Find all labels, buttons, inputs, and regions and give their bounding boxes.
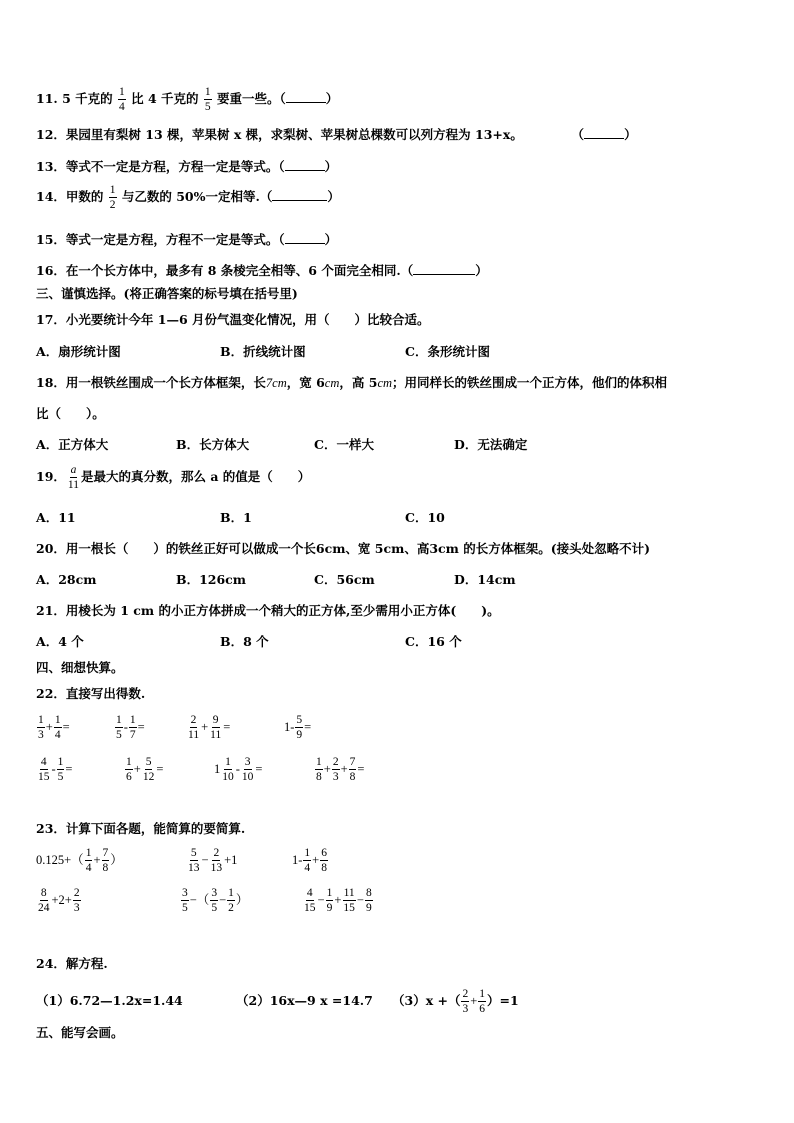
fraction: $\frac{3}{5}$: [211, 887, 218, 915]
option-d[interactable]: D．14cm: [454, 572, 516, 587]
answer-blank[interactable]: [584, 126, 624, 139]
option-c[interactable]: C．10: [405, 510, 445, 525]
section-heading-5: 五、能写会画。: [36, 1025, 124, 1040]
option-c[interactable]: C．条形统计图: [405, 344, 490, 359]
equation-2: （2）16x—9 x =14.7: [236, 993, 373, 1008]
fraction: $\frac{1}{3}$: [38, 714, 44, 742]
section-heading-4: 四、细想快算。: [36, 660, 124, 675]
option-b[interactable]: B．折线统计图: [220, 344, 306, 359]
calc-expression: $\frac{1}{3}$ + $\frac{1}{4}$ =: [38, 714, 70, 742]
option-d[interactable]: D．无法确定: [454, 437, 528, 452]
calc-expression: $\frac{4}{15}$ - $\frac{1}{5}$ =: [38, 756, 73, 784]
question-17: 17．小光要统计今年 1—6 月份气温变化情况，用（ ）比较合适。: [36, 312, 430, 327]
question-22-title: 22．直接写出得数.: [36, 686, 146, 701]
calc-expression: 1 $\frac{1}{10}$ - $\frac{3}{10}$ =: [214, 756, 263, 784]
calc-expression: $\frac{1}{5}$ - $\frac{1}{7}$ =: [116, 714, 145, 742]
option-b[interactable]: B．8 个: [220, 634, 269, 649]
calc-expression: $\frac{1}{6}$ + $\frac{5}{12}$ =: [126, 756, 164, 784]
expression-3: 1- $\frac{1}{4}$ + $\frac{6}{8}$: [292, 847, 327, 875]
fraction: $\frac{8}{9}$: [365, 887, 372, 915]
question-23-title: 23．计算下面各题，能简算的要简算.: [36, 821, 246, 836]
question-21: 21．用棱长为 1 cm 的小正方体拼成一个稍大的正方体,至少需用小正方体( )。: [36, 603, 500, 618]
equation-1: （1）6.72—1.2x=1.44: [36, 993, 183, 1008]
option-a[interactable]: A．扇形统计图: [36, 344, 121, 359]
option-b[interactable]: B．126cm: [176, 572, 246, 587]
expression-6: $\frac{4}{15}$ − $\frac{1}{9}$ + $\frac{11}{15}$ − $\frac{8}{9}$: [304, 887, 372, 915]
equation-3: （3）x +（ $\frac{2}{3}$ + $\frac{1}{6}$ ）=1: [392, 988, 519, 1016]
fraction: $\frac{2}{3}$: [332, 756, 339, 784]
fraction: $\frac{6}{8}$: [321, 847, 327, 875]
calc-expression: 1- $\frac{5}{9}$ =: [284, 714, 312, 742]
fraction: $\frac{1}{5}$: [204, 86, 211, 114]
answer-blank[interactable]: [413, 262, 475, 275]
question-24-title: 24．解方程.: [36, 956, 108, 971]
fraction: $\frac{1}{9}$: [326, 887, 333, 915]
fraction: $\frac{2}{11}$: [188, 714, 200, 742]
fraction: $\frac{1}{7}$: [129, 714, 136, 742]
calc-expression: $\frac{1}{8}$ + $\frac{2}{3}$ + $\frac{7}{8}$ =: [316, 756, 365, 784]
calc-expression: $\frac{2}{11}$ + $\frac{9}{11}$ =: [188, 714, 231, 742]
option-c[interactable]: C．56cm: [314, 572, 375, 587]
option-b[interactable]: B．长方体大: [176, 437, 250, 452]
question-13: 13．等式不一定是方程，方程一定是等式。（ ）: [36, 159, 338, 174]
fraction: $\frac{3}{5}$: [182, 887, 188, 915]
question-18-line2: 比（ ）。: [36, 406, 105, 421]
fraction: $\frac{4}{15}$: [38, 756, 50, 784]
expression-2: $\frac{5}{13}$ − $\frac{2}{13}$ +1: [188, 847, 238, 875]
fraction: $\frac{1}{4}$: [119, 86, 125, 114]
fraction: $\frac{1}{2}$: [228, 887, 234, 915]
expression-5: $\frac{3}{5}$ −（ $\frac{3}{5}$ − $\frac{1}{2}$ ）: [182, 887, 249, 915]
fraction: $\frac{9}{11}$: [210, 714, 222, 742]
question-19: 19． $\frac{a}{11}$ 是最大的真分数，那么 a 的值是（ ）: [36, 464, 311, 492]
answer-blank[interactable]: [285, 231, 325, 244]
fraction: $\frac{2}{13}$: [210, 847, 223, 875]
fraction: $\frac{a}{11}$: [67, 464, 79, 492]
question-12: 12．果园里有梨树 13 棵，苹果树 x 棵，求梨树、苹果树总棵数可以列方程为 13+x。 （ ）: [36, 127, 637, 142]
fraction: $\frac{2}{3}$: [462, 988, 469, 1016]
question-16: 16．在一个长方体中，最多有 8 条棱完全相等、6 个面完全相同.（ ）: [36, 263, 488, 278]
question-15: 15．等式一定是方程，方程不一定是等式。（ ）: [36, 232, 338, 247]
question-14: 14．甲数的 $\frac{1}{2}$ 与乙数的 50%一定相等.（ ）: [36, 184, 340, 212]
fraction: $\frac{7}{8}$: [349, 756, 356, 784]
fraction: $\frac{5}{12}$: [142, 756, 155, 784]
fraction: $\frac{1}{10}$: [222, 756, 234, 784]
fraction: $\frac{1}{4}$: [304, 847, 311, 875]
question-20: 20．用一根长（ ）的铁丝正好可以做成一个长6cm、宽 5cm、高3cm 的长方体框架。(接头处忽略不计): [36, 541, 651, 556]
question-11: 11. 5 千克的 $\frac{1}{4}$ 比 4 千克的 $\frac{1}{5}$ 要重一些。（ ）: [36, 86, 339, 114]
fraction: $\frac{1}{6}$: [479, 988, 486, 1016]
expression-1: 0.125+（ $\frac{1}{4}$ + $\frac{7}{8}$ ）: [36, 847, 123, 875]
option-a[interactable]: A．4 个: [36, 634, 84, 649]
answer-blank[interactable]: [272, 188, 327, 201]
fraction: $\frac{7}{8}$: [102, 847, 109, 875]
answer-blank[interactable]: [285, 158, 325, 171]
fraction: $\frac{1}{4}$: [85, 847, 92, 875]
fraction: $\frac{1}{5}$: [57, 756, 64, 784]
option-c[interactable]: C．16 个: [405, 634, 462, 649]
fraction: $\frac{4}{15}$: [304, 887, 316, 915]
fraction: $\frac{3}{10}$: [241, 756, 254, 784]
option-a[interactable]: A．11: [36, 510, 76, 525]
option-a[interactable]: A．正方体大: [36, 437, 109, 452]
option-b[interactable]: B．1: [220, 510, 252, 525]
option-a[interactable]: A．28cm: [36, 572, 97, 587]
option-c[interactable]: C．一样大: [314, 437, 374, 452]
fraction: $\frac{1}{2}$: [109, 184, 116, 212]
fraction: $\frac{1}{4}$: [54, 714, 61, 742]
fraction: $\frac{8}{24}$: [38, 887, 50, 915]
fraction: $\frac{1}{5}$: [116, 714, 122, 742]
fraction: $\frac{5}{9}$: [296, 714, 303, 742]
fraction: $\frac{11}{15}$: [343, 887, 355, 915]
answer-blank[interactable]: [286, 90, 326, 103]
fraction: $\frac{5}{13}$: [188, 847, 200, 875]
fraction: $\frac{1}{8}$: [316, 756, 322, 784]
expression-4: $\frac{8}{24}$ +2+ $\frac{2}{3}$: [38, 887, 80, 915]
question-18: 18．用一根铁丝围成一个长方体框架，长7cm，宽 6cm，高 5cm；用同样长的铁丝围成一个正方体，他们的体积相: [36, 375, 668, 390]
fraction: $\frac{1}{6}$: [126, 756, 132, 784]
section-heading-3: 三、谨慎选择。(将正确答案的标号填在括号里): [36, 286, 298, 301]
fraction: $\frac{2}{3}$: [73, 887, 80, 915]
